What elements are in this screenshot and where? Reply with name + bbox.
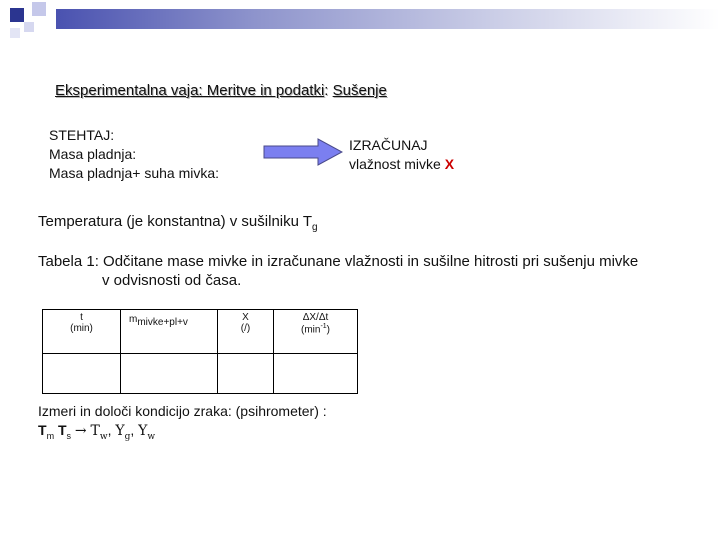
header-gradient-bar — [56, 9, 720, 29]
tm-subscript: m — [46, 430, 55, 441]
tw-symbol: T — [90, 423, 100, 439]
title-topic: Sušenje — [332, 82, 387, 99]
header-mass — [121, 310, 218, 354]
header-mass-symbol: m — [129, 314, 138, 325]
temperature-line — [38, 213, 318, 233]
table-cell[interactable] — [274, 354, 358, 394]
header-moisture-symbol: X — [242, 312, 249, 323]
slide-title — [55, 82, 387, 99]
table-cell[interactable] — [43, 354, 121, 394]
table-header-row — [43, 310, 358, 354]
header-time — [43, 310, 121, 354]
corner-square-dark — [10, 8, 24, 22]
title-separator: : — [324, 82, 333, 99]
temperature-text: Temperatura (je konstantna) v sušilniku T — [38, 213, 313, 230]
corner-square-light — [32, 2, 46, 16]
table-row — [43, 354, 358, 394]
caption-line-1: Tabela 1: Odčitane mase mivke in izračunane vlažnosti in sušilne hitrosti pri sušenju mivke — [38, 253, 639, 270]
yw-subscript: w — [147, 431, 156, 442]
table-cell[interactable] — [218, 354, 274, 394]
yg-symbol: Y — [115, 423, 125, 439]
izmeri-block — [38, 402, 327, 447]
header-rate-unit — [276, 323, 355, 335]
rate-unit-close: ) — [326, 324, 331, 336]
yw-symbol: Y — [138, 423, 148, 439]
izracunaj-moisture — [349, 155, 454, 174]
header-drying-rate — [274, 310, 358, 354]
corner-square-light — [10, 28, 20, 38]
rate-unit-sup: -1 — [320, 323, 327, 330]
yg-subscript: g — [124, 431, 131, 442]
psychrometer-formula: $T_m$ $T_s \to T_w$, $Y_g$, $Y_w$ — [38, 422, 156, 442]
right-arrow-icon — [263, 138, 343, 166]
izracunaj-heading: IZRAČUNAJ — [349, 137, 428, 153]
formula-arrow: → — [74, 423, 87, 439]
ts-subscript: s — [66, 430, 72, 441]
izmeri-instruction: Izmeri in določi kondicijo zraka: (psihrometer) : — [38, 403, 327, 419]
stehtaj-heading: STEHTAJ: — [49, 127, 115, 143]
ts-symbol: T — [57, 422, 67, 438]
corner-square-light — [24, 22, 34, 32]
moisture-symbol-x: X — [444, 156, 455, 172]
header-moisture — [218, 310, 274, 354]
tw-subscript: w — [99, 431, 108, 442]
stehtaj-tray-mass: Masa pladnja: — [49, 146, 137, 162]
stehtaj-block — [49, 126, 219, 183]
stehtaj-tray-dry-sand-mass: Masa pladnja+ suha mivka: — [49, 165, 220, 181]
data-table — [42, 309, 358, 394]
header-time-symbol: t — [80, 312, 83, 323]
caption-line-2: v odvisnosti od časa. — [102, 272, 242, 289]
header-rate-symbol: ΔX/Δt — [302, 312, 329, 323]
title-main: Eksperimentalna vaja: Meritve in podatki — [55, 82, 325, 99]
table-caption — [38, 252, 698, 290]
header-time-unit: (min) — [70, 323, 93, 334]
izracunaj-block — [349, 136, 454, 174]
temperature-subscript: g — [312, 222, 318, 233]
header-moisture-unit: (/) — [240, 323, 251, 334]
table-cell[interactable] — [121, 354, 218, 394]
rate-unit-text: (min — [300, 324, 321, 336]
tm-symbol: T — [38, 422, 47, 438]
header-mass-subscript: mivke+pl+v — [137, 317, 188, 328]
izracunaj-moisture-label: vlažnost mivke — [349, 156, 445, 172]
